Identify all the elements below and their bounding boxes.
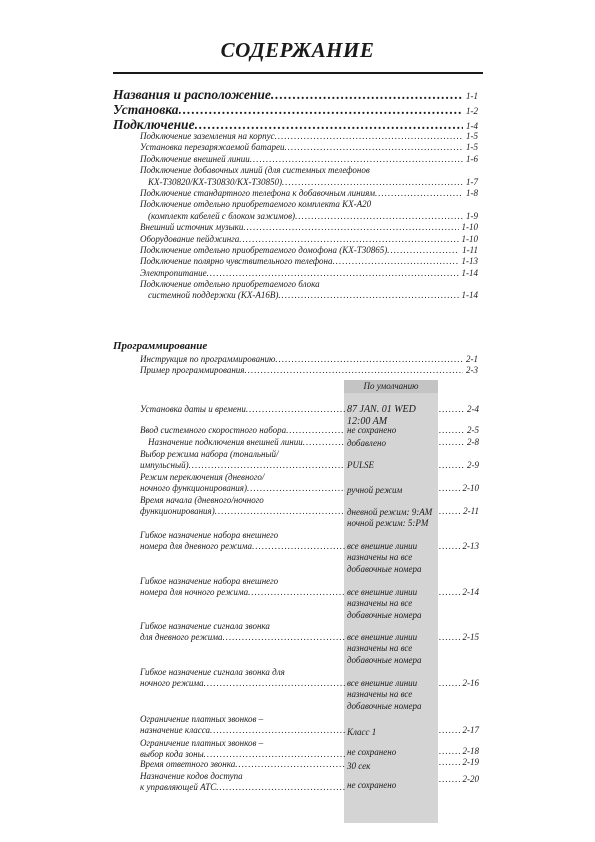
setting-label bbox=[140, 404, 345, 415]
setting-label-line bbox=[140, 621, 345, 632]
setting-default-line: ручной режим bbox=[347, 485, 403, 495]
setting-label-text: Ввод системного скоростного набора bbox=[140, 425, 287, 435]
toc-sub-entry bbox=[140, 165, 478, 176]
setting-page: 2-11 bbox=[463, 506, 479, 516]
toc-sub-label: Инструкция по программированию bbox=[140, 354, 276, 364]
leader-dots bbox=[439, 632, 461, 642]
toc-sub-label: Подключение полярно чувствительного телефона bbox=[140, 256, 333, 267]
toc-sub-entry bbox=[140, 268, 478, 279]
setting-label bbox=[140, 472, 345, 495]
setting-label bbox=[140, 495, 345, 518]
toc-entry-label: Установка bbox=[113, 102, 179, 117]
setting-page-ref bbox=[439, 774, 479, 784]
setting-label-line bbox=[140, 541, 345, 552]
leader-dots bbox=[439, 746, 461, 756]
toc-sub-page: 1-14 bbox=[461, 267, 478, 278]
setting-label-text: Назначение кодов доступа bbox=[140, 771, 243, 781]
toc-sub-entry bbox=[140, 354, 478, 365]
toc-sub-page: 1-11 bbox=[462, 244, 478, 255]
leader-dots bbox=[439, 506, 461, 516]
toc-sub-label: Подключение добавочных линий (для системных телефонов bbox=[140, 165, 370, 176]
toc-sub-page: 1-13 bbox=[461, 256, 478, 267]
setting-label bbox=[140, 621, 345, 644]
setting-default-line: PULSE bbox=[347, 460, 374, 470]
toc-sub-label: системной поддержки (KX-A16B) bbox=[148, 290, 279, 301]
toc-sub-page: 2-3 bbox=[466, 365, 478, 376]
leader-dots bbox=[439, 425, 465, 435]
toc-entry-page: 1-4 bbox=[466, 121, 478, 131]
setting-label-text: Гибкое назначение сигнала звонка для bbox=[140, 667, 285, 677]
toc-sub-entry bbox=[140, 211, 478, 222]
setting-label-text: функционирования) bbox=[140, 506, 215, 517]
setting-label-text: ночного режима bbox=[140, 678, 204, 689]
toc-sub-entry bbox=[140, 142, 478, 153]
toc-sub-label: Пример программирования bbox=[140, 365, 245, 376]
toc-sub-label: Подключение внешней линии bbox=[140, 153, 250, 164]
toc-sub-entry bbox=[140, 234, 478, 245]
toc-sub-entry bbox=[140, 279, 478, 290]
setting-label bbox=[140, 437, 345, 448]
setting-label-line bbox=[140, 678, 345, 689]
setting-label-text: Гибкое назначение сигнала звонка bbox=[140, 621, 270, 631]
setting-label-line bbox=[140, 576, 345, 587]
leader-dots bbox=[439, 774, 461, 784]
toc-entry-page: 1-1 bbox=[466, 91, 478, 101]
setting-default-line: 12:00 AM bbox=[347, 416, 388, 427]
setting-page: 2-5 bbox=[467, 425, 479, 435]
leader-dots bbox=[295, 211, 463, 222]
toc-sub-entry bbox=[140, 256, 478, 267]
setting-default-line: назначены на все bbox=[347, 643, 413, 654]
leader-dots bbox=[239, 234, 458, 245]
toc-sub-label: (комплект кабелей с блоком зажимов) bbox=[148, 210, 296, 221]
setting-label-line bbox=[140, 632, 345, 643]
setting-label-text: выбор кода зоны bbox=[140, 749, 204, 760]
leader-dots bbox=[248, 587, 345, 598]
toc-sub-entry bbox=[140, 131, 478, 142]
leader-dots bbox=[271, 87, 463, 103]
setting-label-text: импульсный) bbox=[140, 460, 189, 471]
setting-default-line: 87 JAN. 01 WED bbox=[347, 404, 416, 415]
setting-default-line: не сохранено bbox=[347, 747, 397, 757]
setting-default bbox=[347, 438, 386, 449]
leader-dots bbox=[439, 483, 461, 493]
leader-dots bbox=[439, 404, 465, 414]
setting-label-text: Гибкое назначение набора внешнего bbox=[140, 576, 279, 586]
setting-label-line bbox=[140, 771, 345, 782]
setting-label-line bbox=[140, 425, 345, 436]
toc-sub-label: KX-T30820/KX-T30830/KX-T30850) bbox=[148, 176, 283, 187]
toc-entry-label: Подключение bbox=[113, 117, 195, 132]
toc-sub-entry bbox=[140, 290, 478, 301]
leader-dots bbox=[189, 460, 345, 471]
setting-label-line bbox=[140, 759, 345, 770]
setting-label bbox=[140, 449, 345, 472]
setting-label-line bbox=[140, 587, 345, 598]
leader-dots bbox=[210, 725, 345, 736]
setting-label-line bbox=[140, 449, 345, 460]
setting-page-ref bbox=[439, 483, 479, 493]
setting-label bbox=[140, 738, 345, 761]
setting-page-ref bbox=[439, 757, 479, 767]
toc-sub-entry bbox=[140, 177, 478, 188]
setting-default-line: назначены на все bbox=[347, 689, 413, 700]
leader-dots bbox=[439, 460, 465, 470]
setting-default-line: все внешние линии bbox=[347, 587, 418, 597]
setting-default-line: добавочные номера bbox=[347, 609, 422, 620]
toc-sub-label: Подключение отдельно приобретаемого домофона (KX-T30865) bbox=[140, 244, 388, 255]
setting-label-text: Ограничение платных звонков – bbox=[140, 714, 264, 724]
toc-sub-label: Установка перезаряжаемой батареи bbox=[140, 142, 285, 153]
setting-label bbox=[140, 714, 345, 737]
setting-label-text: к управляющей АТС bbox=[140, 782, 217, 793]
setting-page-ref bbox=[439, 506, 479, 516]
setting-label bbox=[140, 425, 345, 436]
setting-label-line bbox=[140, 437, 345, 448]
toc-sub-label: Внешний источник музыки bbox=[140, 222, 244, 233]
setting-default bbox=[347, 425, 396, 436]
toc-sub-label: Подключение отдельно приобретаемого блока bbox=[140, 279, 320, 290]
setting-page: 2-9 bbox=[467, 460, 479, 470]
sub-entry-list bbox=[140, 131, 478, 302]
setting-page-ref bbox=[439, 541, 479, 551]
title-rule bbox=[113, 72, 483, 74]
toc-sub-entry bbox=[140, 199, 478, 210]
setting-page: 2-13 bbox=[462, 541, 479, 551]
leader-dots bbox=[243, 222, 458, 233]
leader-dots bbox=[216, 782, 345, 793]
leader-dots bbox=[275, 354, 463, 365]
programming-entry-list bbox=[140, 354, 478, 377]
setting-page: 2-16 bbox=[462, 678, 479, 688]
setting-default-line: добавлено bbox=[347, 438, 386, 448]
setting-label-text: Время начала (дневного/ночного bbox=[140, 495, 264, 505]
toc-sub-page: 1-10 bbox=[461, 222, 478, 233]
toc-sub-label: Электропитание bbox=[140, 267, 207, 278]
toc-sub-page: 1-5 bbox=[466, 142, 478, 153]
setting-label-text: Гибкое назначение набора внешнего bbox=[140, 530, 279, 540]
setting-label-line bbox=[140, 483, 345, 494]
setting-default-line: добавочные номера bbox=[347, 654, 422, 665]
setting-page: 2-17 bbox=[462, 725, 479, 735]
setting-page: 2-14 bbox=[462, 587, 479, 597]
setting-label-line bbox=[140, 738, 345, 749]
setting-default-line: 30 сек bbox=[347, 761, 371, 771]
setting-default-line: все внешние линии bbox=[347, 678, 418, 688]
setting-label bbox=[140, 771, 345, 794]
programming-heading: Программирование bbox=[113, 340, 208, 352]
setting-default bbox=[347, 485, 402, 496]
leader-dots bbox=[282, 177, 463, 188]
setting-label-text: ночного функционирования) bbox=[140, 483, 247, 494]
setting-default-line: все внешние линии bbox=[347, 632, 418, 642]
toc-sub-page: 1-10 bbox=[461, 233, 478, 244]
leader-dots bbox=[387, 245, 459, 256]
setting-default-line: ночной режим: 5:PM bbox=[347, 518, 429, 529]
setting-default-line: назначены на все bbox=[347, 598, 413, 609]
setting-label-line bbox=[140, 782, 345, 793]
toc-sub-page: 1-6 bbox=[466, 153, 478, 164]
setting-page-ref bbox=[439, 460, 479, 470]
setting-default-line: не сохранено bbox=[347, 425, 397, 435]
setting-label bbox=[140, 759, 345, 770]
setting-default bbox=[347, 460, 374, 471]
setting-default bbox=[347, 780, 396, 791]
setting-page-ref bbox=[439, 725, 479, 735]
setting-default bbox=[347, 587, 421, 621]
toc-sub-label: Оборудование пейджинга bbox=[140, 233, 240, 244]
setting-label-text: Назначение подключения внешней линии bbox=[148, 437, 303, 447]
leader-dots bbox=[204, 678, 345, 689]
toc-sub-page: 1-5 bbox=[466, 131, 478, 141]
setting-label-text: номера для ночного режима bbox=[140, 587, 249, 598]
setting-label-text: назначение класса bbox=[140, 725, 211, 736]
setting-label bbox=[140, 667, 345, 690]
setting-label-line bbox=[140, 725, 345, 736]
setting-page: 2-8 bbox=[467, 437, 479, 447]
setting-label-text: номера для дневного режима bbox=[140, 541, 253, 552]
setting-label bbox=[140, 530, 345, 553]
setting-default-line: дневной режим: 9:AM bbox=[347, 507, 433, 517]
setting-default-line: назначены на все bbox=[347, 552, 413, 563]
leader-dots bbox=[303, 437, 345, 448]
default-column-header: По умолчанию bbox=[344, 380, 438, 393]
toc-sub-label: Подключение заземления на корпус bbox=[140, 131, 275, 141]
leader-dots bbox=[247, 483, 345, 494]
toc-sub-page: 1-14 bbox=[461, 290, 478, 301]
leader-dots bbox=[215, 506, 345, 517]
setting-label-line bbox=[140, 506, 345, 517]
setting-page: 2-20 bbox=[462, 774, 479, 784]
setting-default bbox=[347, 632, 421, 666]
setting-label-text: Установка даты и времени bbox=[140, 404, 246, 414]
leader-dots bbox=[375, 188, 463, 199]
setting-label-text: Время ответного звонка bbox=[140, 759, 236, 769]
toc-sub-entry bbox=[140, 365, 478, 376]
leader-dots bbox=[222, 632, 345, 643]
toc-entry-label: Названия и расположение bbox=[113, 87, 271, 102]
setting-page-ref bbox=[439, 425, 479, 435]
setting-page: 2-19 bbox=[462, 757, 479, 767]
setting-page-ref bbox=[439, 678, 479, 688]
toc-sub-entry bbox=[140, 222, 478, 233]
setting-default-line: не сохранено bbox=[347, 780, 397, 790]
setting-page-ref bbox=[439, 437, 479, 447]
page-title: СОДЕРЖАНИЕ bbox=[220, 38, 375, 62]
setting-label-line bbox=[140, 530, 345, 541]
leader-dots bbox=[439, 587, 461, 597]
setting-default bbox=[347, 507, 432, 530]
setting-default-line: все внешние линии bbox=[347, 541, 418, 551]
toc-sub-entry bbox=[140, 188, 478, 199]
toc-entry bbox=[113, 87, 478, 103]
setting-label-text: Выбор режима набора (тональный/ bbox=[140, 449, 279, 459]
toc-sub-page: 1-8 bbox=[466, 187, 478, 198]
leader-dots bbox=[207, 268, 459, 279]
toc-sub-label: Подключение стандартного телефона к добавочным линиям bbox=[140, 187, 376, 198]
leader-dots bbox=[246, 404, 345, 415]
setting-page: 2-10 bbox=[462, 483, 479, 493]
toc-sub-page: 1-7 bbox=[466, 176, 478, 187]
leader-dots bbox=[179, 102, 463, 118]
leader-dots bbox=[284, 142, 463, 153]
setting-label-line bbox=[140, 404, 345, 415]
setting-page-ref bbox=[439, 632, 479, 642]
leader-dots bbox=[250, 154, 463, 165]
setting-label-line bbox=[140, 495, 345, 506]
setting-default-line: добавочные номера bbox=[347, 563, 422, 574]
setting-page: 2-18 bbox=[462, 746, 479, 756]
leader-dots bbox=[252, 541, 345, 552]
setting-default bbox=[347, 678, 421, 712]
leader-dots bbox=[275, 131, 463, 142]
leader-dots bbox=[286, 425, 345, 436]
toc-entry-page: 1-2 bbox=[466, 106, 478, 116]
toc-sub-entry bbox=[140, 245, 478, 256]
toc-sub-entry bbox=[140, 154, 478, 165]
leader-dots bbox=[244, 365, 463, 376]
setting-default bbox=[347, 761, 370, 772]
setting-label-text: Ограничение платных звонков – bbox=[140, 738, 264, 748]
setting-default-line: добавочные номера bbox=[347, 700, 422, 711]
setting-label-line bbox=[140, 667, 345, 678]
leader-dots bbox=[439, 678, 461, 688]
setting-label-text: для дневного режима bbox=[140, 632, 223, 643]
leader-dots bbox=[439, 437, 465, 447]
toc-sub-page: 1-9 bbox=[466, 210, 478, 221]
setting-default bbox=[347, 727, 376, 738]
leader-dots bbox=[439, 725, 461, 735]
setting-page: 2-4 bbox=[467, 404, 479, 414]
setting-label-line bbox=[140, 714, 345, 725]
leader-dots bbox=[439, 541, 461, 551]
setting-label bbox=[140, 576, 345, 599]
toc-sub-label: Подключение отдельно приобретаемого комплекта KX-A20 bbox=[140, 199, 372, 210]
toc-sub-page: 2-1 bbox=[466, 354, 478, 364]
setting-label-line bbox=[140, 460, 345, 471]
setting-label-text: Режим переключения (дневного/ bbox=[140, 472, 265, 482]
toc-entry bbox=[113, 102, 478, 118]
setting-label-line bbox=[140, 472, 345, 483]
setting-default bbox=[347, 541, 421, 575]
setting-default bbox=[347, 747, 396, 758]
setting-default-line: Класс 1 bbox=[347, 727, 377, 737]
setting-page-ref bbox=[439, 587, 479, 597]
setting-page-ref bbox=[439, 746, 479, 756]
leader-dots bbox=[333, 256, 459, 267]
leader-dots bbox=[278, 290, 458, 301]
leader-dots bbox=[235, 759, 345, 770]
setting-page-ref bbox=[439, 404, 479, 414]
leader-dots bbox=[439, 757, 461, 767]
setting-page: 2-15 bbox=[462, 632, 479, 642]
